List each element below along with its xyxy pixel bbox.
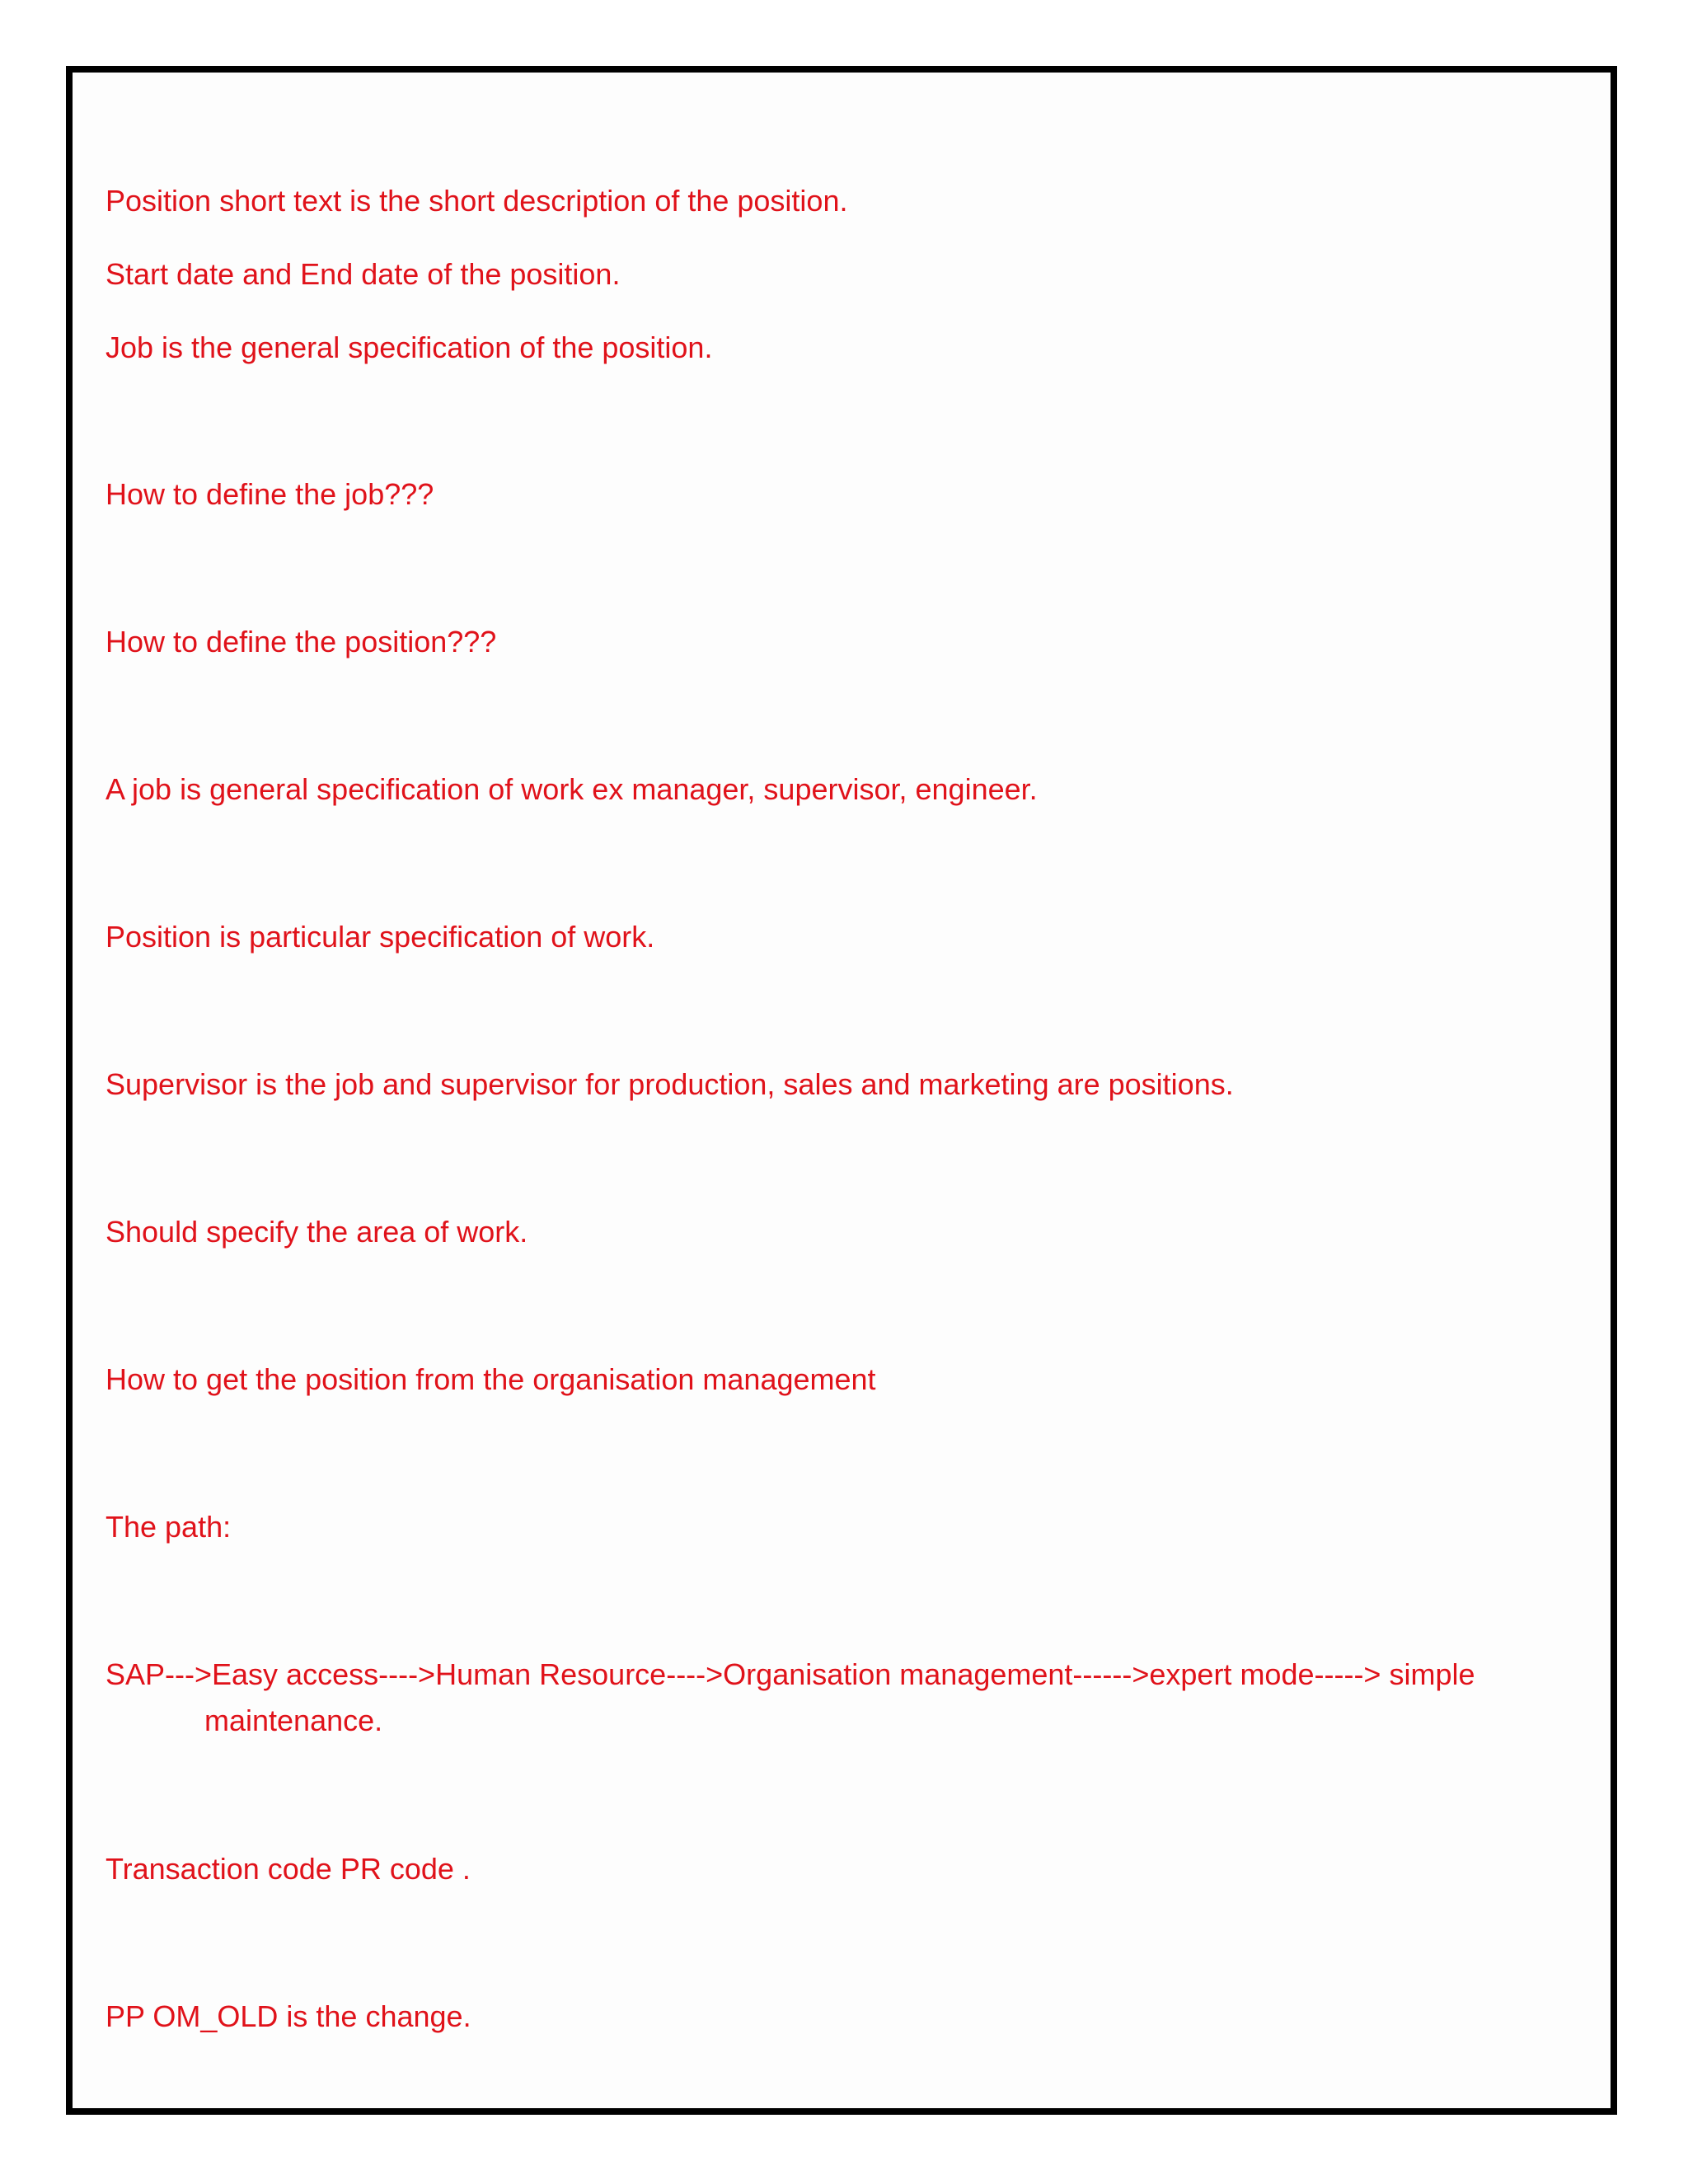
transaction-code-line: Transaction code PR code . — [106, 1852, 471, 1886]
job-spec-line: Job is the general specification of the position. — [106, 330, 713, 364]
position-short-text-line: Position short text is the short description of the position. — [106, 184, 848, 218]
position-particular-line: Position is particular specification of work. — [106, 920, 655, 954]
path-line-first: SAP--->Easy access---->Human Resource---->Organisation management------>expert mode-----> simple — [106, 1657, 1475, 1691]
path-heading: The path: — [106, 1510, 232, 1544]
define-job-question: How to define the job??? — [106, 477, 434, 511]
start-end-date-line: Start date and End date of the position. — [106, 257, 621, 291]
get-position-line: How to get the position from the organisation management — [106, 1362, 876, 1396]
job-general-spec-line: A job is general specification of work ex manager, supervisor, engineer. — [106, 772, 1038, 806]
define-position-question: How to define the position??? — [106, 625, 497, 658]
path-line-continuation: maintenance. — [204, 1704, 383, 1737]
area-of-work-line: Should specify the area of work. — [106, 1215, 528, 1249]
supervisor-example-line: Supervisor is the job and supervisor for production, sales and marketing are positions. — [106, 1067, 1234, 1101]
change-line: PP OM_OLD is the change. — [106, 1999, 471, 2033]
path-line — [106, 1652, 1475, 1744]
